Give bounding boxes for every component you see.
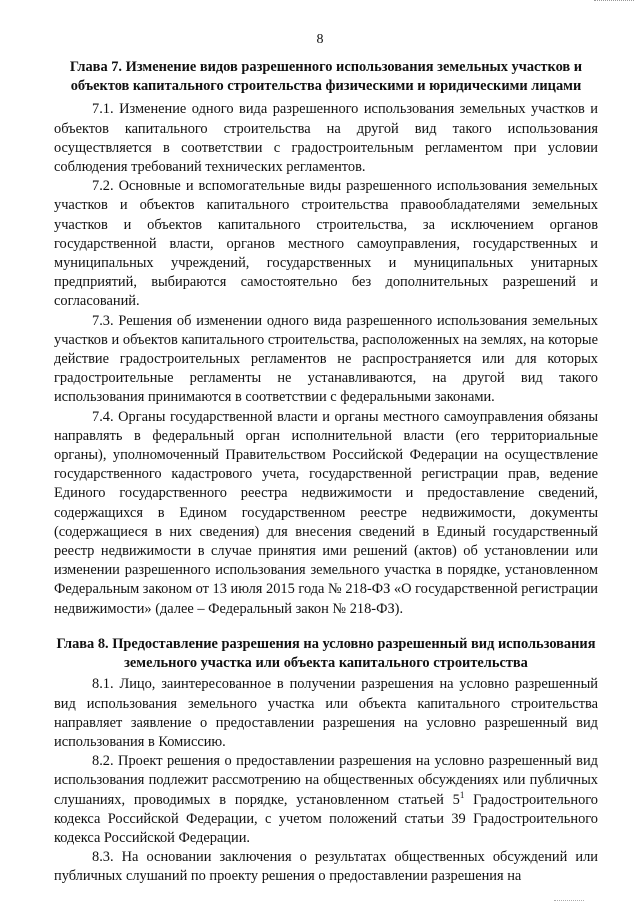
scan-artifact bbox=[594, 0, 634, 6]
paragraph-7-1: 7.1. Изменение одного вида разрешенного использования земельных участков и объектов капитального строительства на другой вид такого использования осуществляется в соответствии с градостроительным регламентом при условии соблюдения требований технических регламентов. bbox=[54, 101, 598, 176]
paragraph-8-3: 8.3. На основании заключения о результатах общественных обсуждений или публичных слушаний по проекту решения о предоставлении разрешения на bbox=[54, 849, 598, 885]
paragraph-8-1: 8.1. Лицо, заинтересованное в получении разрешения на условно разрешенный вид использования земельного участка или объекта капитального строительства направляет заявление о предоставлении разрешения на условно разрешенный вид использования в Комиссию. bbox=[54, 676, 598, 750]
paragraph-8-2 bbox=[54, 752, 598, 848]
page-number: 8 bbox=[316, 32, 324, 47]
scan-artifact-bottom bbox=[554, 897, 584, 901]
chapter-7-heading: Глава 7. Изменение видов разрешенного использования земельных участков и объектов капитального строительства физическими и юридическими лицами bbox=[69, 59, 583, 95]
document-body bbox=[54, 58, 598, 887]
paragraph-7-4: 7.4. Органы государственной власти и органы местного самоуправления обязаны направлять в федеральный орган исполнительной власти (его территориальные органы), уполномоченный Правительством Российской Федерации на осуществление государственного кадастрового учета, государственной регистрации прав, ведение Единого государственного реестра недвижимости и предоставление сведений, содержащихся в Едином государственном реестре недвижимости, документы (содержащиеся в них сведения) для внесения сведений в Единый государственный реестр недвижимости в случае принятия ими решений (актов) об установлении или изменении разрешенного использования земельного участка в порядке, установленном Федеральным законом от 13 июля 2015 года № 218-ФЗ «О государственной регистрации недвижимости» (далее – Федеральный закон № 218-ФЗ). bbox=[54, 408, 598, 617]
chapter-8-heading: Глава 8. Предоставление разрешения на условно разрешенный вид использования земельного участка или объекта капитального строительства bbox=[56, 635, 596, 672]
paragraph-8-2-text: 8.2. Проект решения о предоставлении разрешения на условно разрешенный вид использования подлежит рассмотрению на общественных обсуждениях или публичных слушаниях, проводимых в порядке, установленном статьей 5 bbox=[54, 753, 598, 808]
paragraph-7-2: 7.2. Основные и вспомогательные виды разрешенного использования земельных участков и объектов капитального строительства правообладателями земельных участков и объектов капитального строительства, за исключением органов государственной власти, органов местного самоуправления, государственных и муниципальных учреждений, государственных и муниципальных унитарных предприятий, выбираются самостоятельно без дополнительных разрешений и согласований. bbox=[54, 178, 598, 310]
article-superscript: 1 bbox=[459, 789, 465, 800]
paragraph-7-3: 7.3. Решения об изменении одного вида разрешенного использования земельных участков и объектов капитального строительства, расположенных на землях, на которые действие градостроительных регламентов не распространяется или для которых градостроительные регламенты не устанавливаются, на другой вид такого использования принимаются в соответствии с федеральными законами. bbox=[54, 312, 598, 406]
paragraph-8-2-text-end: Градостроительного кодекса Российской Федерации, с учетом положений статьи 39 Градостроительного кодекса Российской Федерации. bbox=[54, 791, 599, 846]
